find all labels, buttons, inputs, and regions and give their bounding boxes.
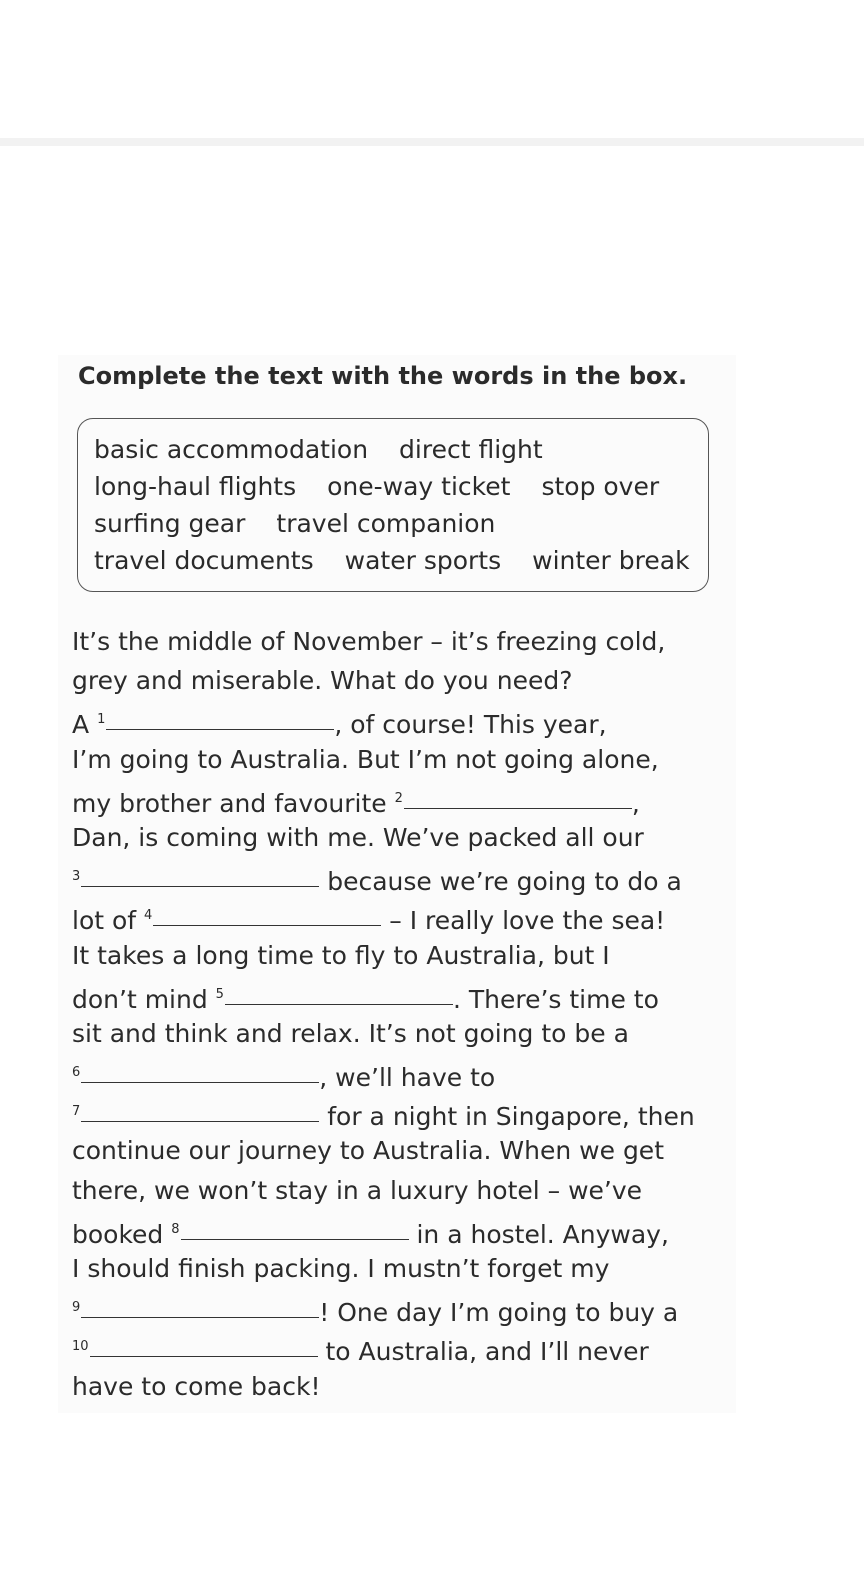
gap-number: 3 [72, 869, 81, 885]
text-line: It’s the middle of November – it’s freezing cold, [72, 627, 666, 656]
text-line [72, 700, 712, 739]
word-box-row [94, 505, 708, 542]
word-option: travel documents [94, 546, 314, 575]
word-option: water sports [344, 546, 502, 575]
text-line: I’m going to Australia. But I’m not going alone, [72, 744, 659, 774]
word-option: long-haul flights [94, 472, 297, 501]
text-line [72, 1210, 712, 1249]
word-box-row [94, 468, 708, 505]
text-line: Dan, is coming with me. We’ve packed all our [72, 822, 644, 852]
gap-number: 9 [72, 1300, 81, 1316]
text-fragment: don’t mind [72, 984, 216, 1014]
answer-blank-6[interactable] [81, 1081, 319, 1083]
text-fragment: my brother and favourite [72, 788, 395, 818]
text-line: I should finish packing. I mustn’t forget my [72, 1254, 610, 1283]
gap-number: 8 [171, 1221, 180, 1237]
text-fragment: because we’re going to do a [319, 867, 682, 897]
top-band [0, 138, 864, 146]
gap-number: 5 [215, 986, 224, 1002]
text-line [72, 1053, 712, 1092]
answer-blank-8[interactable] [181, 1238, 409, 1240]
instruction-heading: Complete the text with the words in the box. [78, 362, 688, 390]
text-fragment: booked [72, 1219, 172, 1249]
word-option: travel companion [276, 509, 496, 538]
gap-number: 1 [97, 712, 106, 728]
word-box-row [94, 431, 708, 468]
text-line [72, 779, 712, 818]
gap-number: 6 [72, 1065, 81, 1081]
word-option: winter break [532, 546, 690, 575]
word-option: stop over [541, 472, 660, 501]
text-fragment: – I really love the sea! [381, 906, 666, 936]
text-line: It takes a long time to fly to Australia, but I [72, 940, 610, 970]
text-fragment: . There’s time to [452, 984, 659, 1014]
text-fragment: , of course! This year, [334, 710, 607, 740]
word-option: one-way ticket [327, 472, 511, 501]
answer-blank-5[interactable] [225, 1003, 453, 1005]
text-line [72, 1092, 712, 1131]
text-line: grey and miserable. What do you need? [72, 666, 573, 696]
text-line: continue our journey to Australia. When we get [72, 1136, 664, 1166]
text-line: have to come back! [72, 1371, 321, 1401]
text-fragment: ! One day I’m going to buy a [319, 1298, 679, 1328]
word-option: basic accommodation [94, 435, 369, 464]
gap-number: 7 [72, 1104, 81, 1120]
text-fragment: to Australia, and I’ll never [317, 1337, 649, 1367]
text-line: sit and think and relax. It’s not going to be a [72, 1018, 629, 1048]
answer-blank-9[interactable] [81, 1316, 319, 1318]
text-fragment: , we’ll have to [319, 1063, 496, 1093]
answer-blank-2[interactable] [404, 807, 632, 809]
word-box [77, 418, 709, 592]
gap-number: 4 [144, 908, 153, 924]
text-fragment: , [631, 788, 640, 818]
text-line [72, 857, 712, 896]
text-line [72, 1288, 712, 1327]
text-line [72, 1327, 712, 1366]
text-fragment: for a night in Singapore, then [319, 1102, 695, 1132]
answer-blank-7[interactable] [81, 1120, 319, 1122]
gap-number: 10 [72, 1339, 89, 1355]
text-fragment: in a hostel. Anyway, [408, 1219, 669, 1249]
text-fragment: lot of [72, 906, 145, 936]
text-line [72, 975, 712, 1014]
answer-blank-1[interactable] [106, 728, 334, 730]
text-line: there, we won’t stay in a luxury hotel – we’ve [72, 1175, 643, 1205]
exercise-text [72, 622, 712, 1406]
word-option: surfing gear [94, 509, 246, 538]
answer-blank-4[interactable] [153, 924, 381, 926]
answer-blank-10[interactable] [90, 1355, 318, 1357]
text-fragment: A [72, 710, 98, 740]
word-option: direct flight [399, 435, 543, 464]
text-line [72, 896, 712, 935]
word-box-row [94, 542, 708, 579]
gap-number: 2 [394, 790, 403, 806]
answer-blank-3[interactable] [81, 885, 319, 887]
